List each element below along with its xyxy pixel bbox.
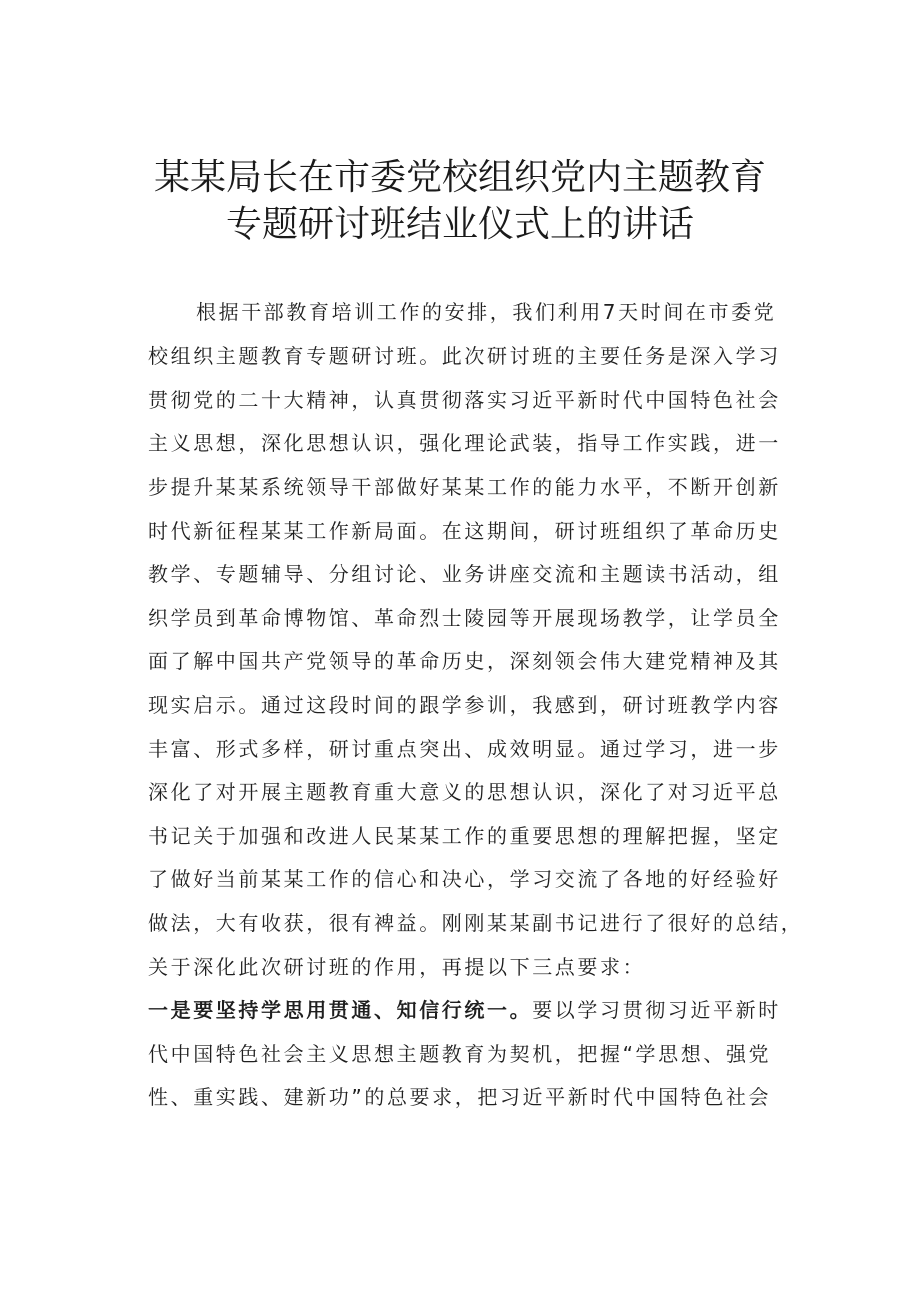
body-line: 面了解中国共产党领导的革命历史，深刻领会伟大建党精神及其	[148, 649, 781, 673]
document-title-line-1: 某某局长在市委党校组织党内主题教育	[153, 157, 766, 198]
body-line: 贯彻党的二十大精神，认真贯彻落实习近平新时代中国特色社会	[148, 388, 781, 412]
body-line: 关于深化此次研讨班的作用，再提以下三点要求：	[148, 955, 646, 979]
body-line: 织学员到革命博物馆、革命烈士陵园等开展现场教学，让学员全	[148, 606, 781, 630]
body-line: 步提升某某系统领导干部做好某某工作的能力水平，不断开创新	[148, 475, 781, 499]
body-line: 校组织主题教育专题研讨班。此次研讨班的主要任务是深入学习	[148, 344, 781, 368]
body-line: 教学、专题辅导、分组讨论、业务讲座交流和主题读书活动，组	[148, 562, 781, 586]
body-line: 深化了对开展主题教育重大意义的思想认识，深化了对习近平总	[148, 780, 781, 804]
body-line: 书记关于加强和改进人民某某工作的重要思想的理解把握，坚定	[148, 824, 781, 848]
body-line: 时代新征程某某工作新局面。在这期间，研讨班组织了革命历史	[148, 519, 781, 543]
body-line: 丰富、形式多样，研讨重点突出、成效明显。通过学习，进一步	[148, 737, 781, 761]
point-1-heading: 一是要坚持学思用贯通、知信行统一。	[148, 998, 533, 1022]
body-line: 代中国特色社会主义思想主题教育为契机，把握“学思想、强党	[148, 1042, 772, 1066]
point-1-rest: 要以学习贯彻习近平新时	[532, 998, 781, 1022]
point-1-first-line	[148, 995, 781, 1025]
body-line: 根据干部教育培训工作的安排，我们利用7天时间在市委党	[196, 300, 777, 324]
body-line: 了做好当前某某工作的信心和决心，学习交流了各地的好经验好	[148, 867, 781, 891]
body-line: 主义思想，深化思想认识，强化理论武装，指导工作实践，进一	[148, 431, 781, 455]
document-title-line-2: 专题研讨班结业仪式上的讲话	[225, 204, 694, 245]
body-line: 现实启示。通过这段时间的跟学参训，我感到，研讨班教学内容	[148, 693, 781, 717]
body-line: 做法，大有收获，很有裨益。刚刚某某副书记进行了很好的总结，	[148, 911, 804, 935]
body-line: 性、重实践、建新功”的总要求，把习近平新时代中国特色社会	[148, 1085, 772, 1109]
